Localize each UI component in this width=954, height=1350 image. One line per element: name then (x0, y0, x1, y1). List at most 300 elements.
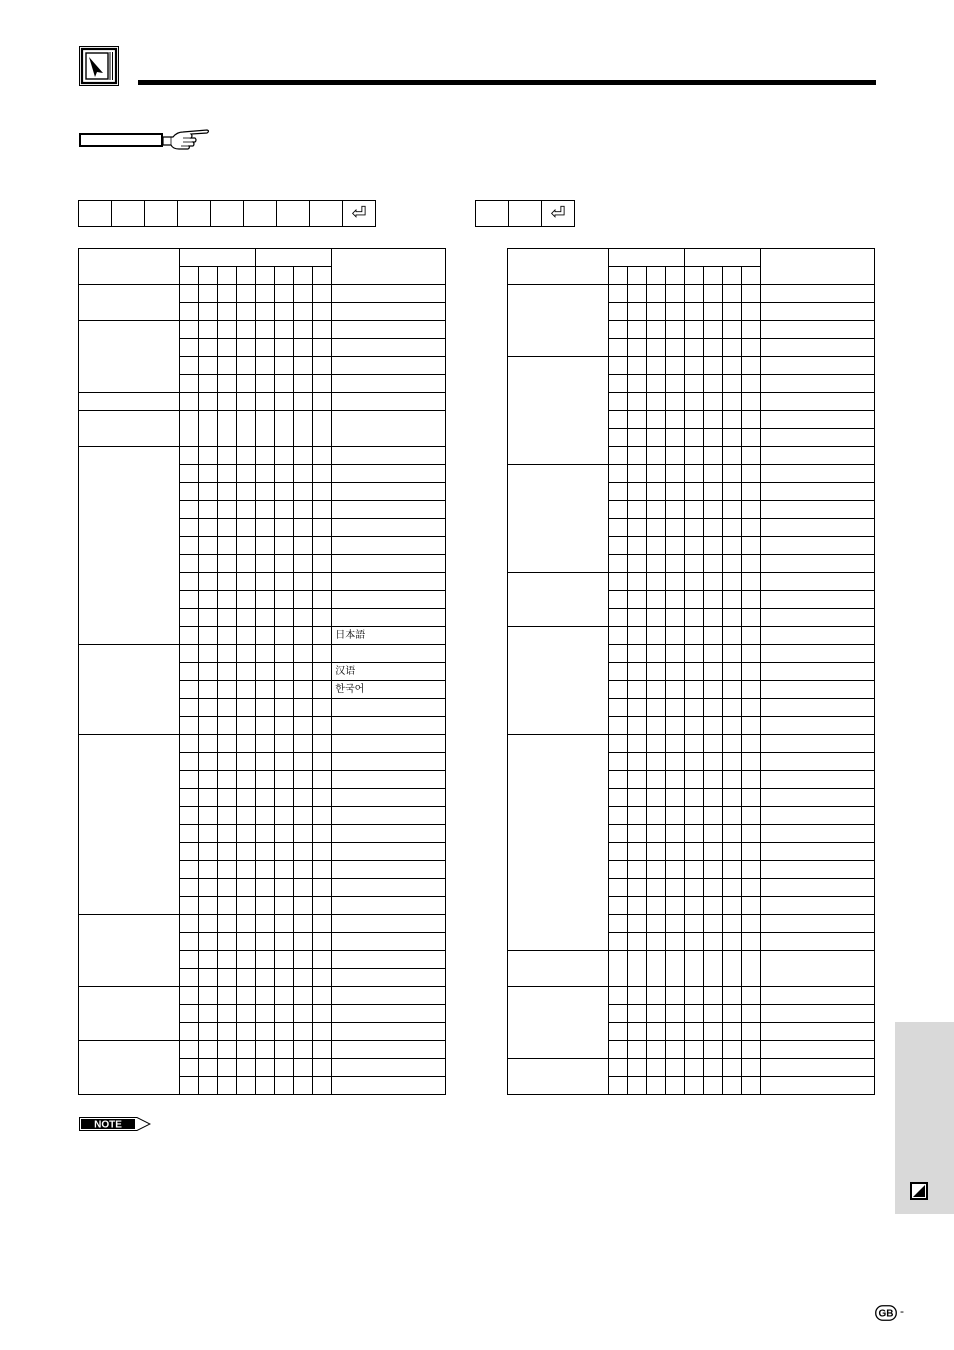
command-char-cell (608, 465, 627, 483)
command-char-cell (742, 321, 761, 339)
command-char-cell (684, 555, 703, 573)
command-char-cell (646, 807, 665, 825)
command-char-cell (627, 735, 646, 753)
command-char-cell (684, 429, 703, 447)
command-char-cell (665, 537, 684, 555)
command-char-cell (275, 825, 294, 843)
command-char-cell (665, 609, 684, 627)
command-char-cell (198, 1059, 217, 1077)
command-char-cell (627, 861, 646, 879)
item-cell (508, 357, 609, 465)
header-rule (138, 80, 876, 85)
command-char-cell (704, 699, 723, 717)
content-cell (332, 501, 446, 519)
command-char-cell (217, 393, 236, 411)
content-cell (332, 1005, 446, 1023)
command-char-cell (313, 339, 332, 357)
command-char-cell (723, 753, 742, 771)
command-char-cell (294, 357, 313, 375)
command-char-cell (236, 843, 255, 861)
command-char-cell (179, 483, 198, 501)
command-char-cell (294, 699, 313, 717)
command-char-cell (723, 933, 742, 951)
command-char-cell (684, 879, 703, 897)
table-row (79, 987, 446, 1005)
command-char-cell (236, 627, 255, 645)
command-char-cell (704, 825, 723, 843)
command-char-cell (742, 807, 761, 825)
table-row (508, 1059, 875, 1077)
command-char-cell (313, 1041, 332, 1059)
command-char-cell (684, 1077, 703, 1095)
item-cell (508, 465, 609, 573)
command-cell (243, 200, 277, 227)
command-char-cell (627, 285, 646, 303)
command-char-cell (646, 897, 665, 915)
command-char-cell (275, 861, 294, 879)
command-char-cell (627, 879, 646, 897)
command-char-cell (179, 465, 198, 483)
command-char-cell (742, 825, 761, 843)
command-char-cell (742, 483, 761, 501)
command-char-cell (723, 771, 742, 789)
command-char-cell (179, 393, 198, 411)
content-cell (332, 735, 446, 753)
command-char-cell (742, 717, 761, 735)
region-badge (875, 1305, 897, 1321)
header-char-cell (608, 267, 627, 285)
command-char-cell (723, 825, 742, 843)
command-char-cell (742, 339, 761, 357)
command-char-cell (646, 1077, 665, 1095)
table-row (79, 393, 446, 411)
item-cell (79, 987, 180, 1041)
content-cell (332, 573, 446, 591)
command-char-cell (275, 303, 294, 321)
command-char-cell (627, 303, 646, 321)
table-row (508, 285, 875, 303)
command-char-cell (198, 717, 217, 735)
command-char-cell (742, 573, 761, 591)
command-char-cell (255, 555, 274, 573)
command-char-cell (313, 663, 332, 681)
command-char-cell (627, 933, 646, 951)
command-char-cell (646, 1059, 665, 1077)
content-cell (761, 447, 875, 465)
command-char-cell (198, 555, 217, 573)
command-char-cell (627, 663, 646, 681)
command-char-cell (255, 303, 274, 321)
command-char-cell (665, 375, 684, 393)
command-char-cell (723, 285, 742, 303)
command-char-cell (608, 339, 627, 357)
command-char-cell (275, 501, 294, 519)
command-cell (78, 200, 112, 227)
command-char-cell (665, 987, 684, 1005)
command-char-cell (294, 897, 313, 915)
command-char-cell (236, 897, 255, 915)
command-char-cell (198, 843, 217, 861)
content-cell (761, 465, 875, 483)
command-char-cell (723, 555, 742, 573)
command-char-cell (179, 555, 198, 573)
command-char-cell (313, 753, 332, 771)
command-char-cell (313, 951, 332, 969)
command-char-cell (608, 321, 627, 339)
command-char-cell (723, 663, 742, 681)
command-char-cell (275, 1023, 294, 1041)
command-char-cell (236, 753, 255, 771)
command-char-cell (627, 609, 646, 627)
command-char-cell (217, 807, 236, 825)
command-char-cell (704, 447, 723, 465)
command-char-cell (608, 411, 627, 429)
command-char-cell (275, 1041, 294, 1059)
command-char-cell (608, 699, 627, 717)
command-char-cell (236, 375, 255, 393)
command-char-cell (313, 1023, 332, 1041)
command-char-cell (704, 357, 723, 375)
command-char-cell (704, 285, 723, 303)
command-char-cell (179, 285, 198, 303)
command-char-cell (294, 1041, 313, 1059)
command-char-cell (665, 483, 684, 501)
command-char-cell (217, 987, 236, 1005)
page-number-suffix: - (900, 1304, 904, 1318)
content-cell (761, 879, 875, 897)
command-char-cell (179, 411, 198, 447)
command-char-cell (684, 447, 703, 465)
command-char-cell (742, 429, 761, 447)
command-char-cell (608, 1077, 627, 1095)
command-char-cell (275, 483, 294, 501)
command-char-cell (217, 699, 236, 717)
command-char-cell (627, 915, 646, 933)
note-label: NOTE (94, 1119, 122, 1131)
command-char-cell (723, 807, 742, 825)
command-char-cell (217, 645, 236, 663)
command-char-cell (723, 1077, 742, 1095)
command-char-cell (294, 375, 313, 393)
command-char-cell (704, 393, 723, 411)
table-row (79, 321, 446, 339)
command-char-cell (236, 537, 255, 555)
command-char-cell (255, 969, 274, 987)
command-char-cell (723, 789, 742, 807)
content-cell (332, 321, 446, 339)
command-char-cell (275, 789, 294, 807)
content-cell (332, 303, 446, 321)
command-char-cell (179, 771, 198, 789)
command-char-cell (627, 375, 646, 393)
command-char-cell (179, 519, 198, 537)
content-cell (761, 681, 875, 699)
command-char-cell (742, 285, 761, 303)
command-char-cell (179, 627, 198, 645)
enter-key-icon: ⏎ (541, 200, 575, 227)
command-char-cell (294, 1023, 313, 1041)
command-char-cell (684, 915, 703, 933)
command-char-cell (646, 285, 665, 303)
command-char-cell (255, 501, 274, 519)
command-char-cell (198, 519, 217, 537)
header-command (608, 249, 684, 267)
command-char-cell (294, 681, 313, 699)
command-char-cell (742, 555, 761, 573)
command-char-cell (723, 1059, 742, 1077)
command-char-cell (217, 789, 236, 807)
command-char-cell (627, 429, 646, 447)
header-content (761, 249, 875, 285)
command-char-cell (198, 663, 217, 681)
command-char-cell (723, 447, 742, 465)
command-char-cell (198, 357, 217, 375)
content-cell (761, 609, 875, 627)
command-char-cell (236, 1041, 255, 1059)
command-char-cell (704, 537, 723, 555)
command-char-cell (627, 951, 646, 987)
command-char-cell (723, 717, 742, 735)
command-char-cell (723, 573, 742, 591)
command-char-cell (742, 897, 761, 915)
command-char-cell (684, 717, 703, 735)
command-char-cell (294, 303, 313, 321)
command-char-cell (627, 591, 646, 609)
command-char-cell (608, 825, 627, 843)
content-cell (761, 627, 875, 645)
command-char-cell (684, 789, 703, 807)
command-char-cell (627, 465, 646, 483)
item-cell (79, 645, 180, 735)
command-char-cell (627, 789, 646, 807)
table-row (508, 951, 875, 987)
command-char-cell (742, 537, 761, 555)
command-char-cell (742, 663, 761, 681)
content-cell (761, 861, 875, 879)
command-char-cell (179, 303, 198, 321)
command-char-cell (704, 429, 723, 447)
command-char-cell (742, 357, 761, 375)
header-char-cell (646, 267, 665, 285)
command-char-cell (275, 699, 294, 717)
content-cell (332, 753, 446, 771)
command-char-cell (646, 573, 665, 591)
command-char-cell (608, 897, 627, 915)
content-cell (332, 375, 446, 393)
command-char-cell (255, 915, 274, 933)
command-char-cell (704, 753, 723, 771)
content-cell (761, 645, 875, 663)
command-char-cell (255, 807, 274, 825)
command-char-cell (665, 447, 684, 465)
command-char-cell (313, 501, 332, 519)
command-char-cell (294, 501, 313, 519)
command-char-cell (627, 843, 646, 861)
command-char-cell (704, 303, 723, 321)
command-table-right (507, 248, 875, 1095)
command-char-cell (608, 681, 627, 699)
command-char-cell (608, 645, 627, 663)
command-char-cell (646, 339, 665, 357)
command-char-cell (665, 591, 684, 609)
command-char-cell (313, 285, 332, 303)
command-char-cell (665, 897, 684, 915)
command-char-cell (704, 411, 723, 429)
command-char-cell (313, 789, 332, 807)
command-char-cell (217, 1077, 236, 1095)
command-char-cell (275, 807, 294, 825)
command-char-cell (179, 789, 198, 807)
command-cell (144, 200, 178, 227)
content-cell (332, 915, 446, 933)
content-cell (332, 879, 446, 897)
command-char-cell (255, 663, 274, 681)
command-char-cell (179, 933, 198, 951)
item-cell (508, 951, 609, 987)
command-char-cell (179, 987, 198, 1005)
command-char-cell (742, 1077, 761, 1095)
command-char-cell (255, 1041, 274, 1059)
command-char-cell (627, 717, 646, 735)
command-char-cell (255, 447, 274, 465)
command-char-cell (179, 717, 198, 735)
command-char-cell (179, 969, 198, 987)
content-cell (332, 519, 446, 537)
command-char-cell (236, 717, 255, 735)
command-char-cell (236, 465, 255, 483)
command-char-cell (646, 555, 665, 573)
command-char-cell (294, 969, 313, 987)
content-cell (761, 1023, 875, 1041)
content-cell (761, 393, 875, 411)
command-char-cell (255, 771, 274, 789)
command-char-cell (684, 609, 703, 627)
command-char-cell (217, 717, 236, 735)
command-char-cell (313, 843, 332, 861)
command-char-cell (294, 951, 313, 969)
content-cell (761, 933, 875, 951)
content-cell (761, 285, 875, 303)
command-char-cell (742, 393, 761, 411)
command-char-cell (684, 771, 703, 789)
table-header-row (79, 249, 446, 267)
command-char-cell (608, 285, 627, 303)
command-char-cell (723, 951, 742, 987)
command-char-cell (198, 573, 217, 591)
command-char-cell (198, 285, 217, 303)
command-char-cell (742, 1023, 761, 1041)
command-char-cell (236, 519, 255, 537)
command-char-cell (198, 915, 217, 933)
content-cell (761, 591, 875, 609)
header-char-cell (198, 267, 217, 285)
command-char-cell (646, 519, 665, 537)
command-char-cell (742, 591, 761, 609)
command-char-cell (608, 1059, 627, 1077)
command-char-cell (665, 1005, 684, 1023)
command-char-cell (665, 843, 684, 861)
command-char-cell (217, 321, 236, 339)
command-char-cell (723, 465, 742, 483)
command-char-cell (608, 609, 627, 627)
command-char-cell (275, 897, 294, 915)
command-char-cell (275, 627, 294, 645)
command-char-cell (646, 591, 665, 609)
command-char-cell (179, 861, 198, 879)
command-char-cell (704, 717, 723, 735)
command-char-cell (665, 681, 684, 699)
command-char-cell (275, 1059, 294, 1077)
command-char-cell (313, 483, 332, 501)
command-char-cell (217, 933, 236, 951)
command-char-cell (198, 735, 217, 753)
command-char-cell (198, 933, 217, 951)
command-char-cell (198, 1023, 217, 1041)
command-char-cell (742, 789, 761, 807)
command-char-cell (255, 375, 274, 393)
command-char-cell (627, 1023, 646, 1041)
command-char-cell (665, 771, 684, 789)
command-char-cell (313, 447, 332, 465)
command-char-cell (684, 1023, 703, 1041)
command-char-cell (742, 1059, 761, 1077)
command-char-cell (236, 771, 255, 789)
command-char-cell (608, 573, 627, 591)
command-char-cell (665, 789, 684, 807)
command-char-cell (684, 285, 703, 303)
command-char-cell (627, 699, 646, 717)
content-cell (332, 609, 446, 627)
command-char-cell (627, 393, 646, 411)
command-char-cell (179, 699, 198, 717)
command-char-cell (646, 393, 665, 411)
command-char-cell (627, 807, 646, 825)
command-char-cell (723, 501, 742, 519)
header-char-cell (313, 267, 332, 285)
command-char-cell (704, 465, 723, 483)
command-char-cell (608, 915, 627, 933)
command-char-cell (742, 753, 761, 771)
command-char-cell (255, 933, 274, 951)
content-cell (332, 591, 446, 609)
content-cell (761, 339, 875, 357)
content-cell (761, 303, 875, 321)
command-char-cell (198, 807, 217, 825)
command-char-cell (294, 393, 313, 411)
content-cell (761, 321, 875, 339)
command-char-cell (294, 915, 313, 933)
command-char-cell (704, 1005, 723, 1023)
command-char-cell (608, 393, 627, 411)
content-cell (761, 717, 875, 735)
command-char-cell (294, 933, 313, 951)
command-char-cell (294, 411, 313, 447)
command-char-cell (198, 861, 217, 879)
content-cell (761, 1041, 875, 1059)
content-cell (332, 969, 446, 987)
table-row (508, 627, 875, 645)
command-char-cell (198, 537, 217, 555)
command-char-cell (742, 771, 761, 789)
command-char-cell (236, 861, 255, 879)
command-char-cell (255, 825, 274, 843)
command-char-cell (198, 591, 217, 609)
command-char-cell (255, 357, 274, 375)
content-cell (332, 861, 446, 879)
command-char-cell (198, 825, 217, 843)
command-char-cell (704, 915, 723, 933)
content-cell (332, 1023, 446, 1041)
